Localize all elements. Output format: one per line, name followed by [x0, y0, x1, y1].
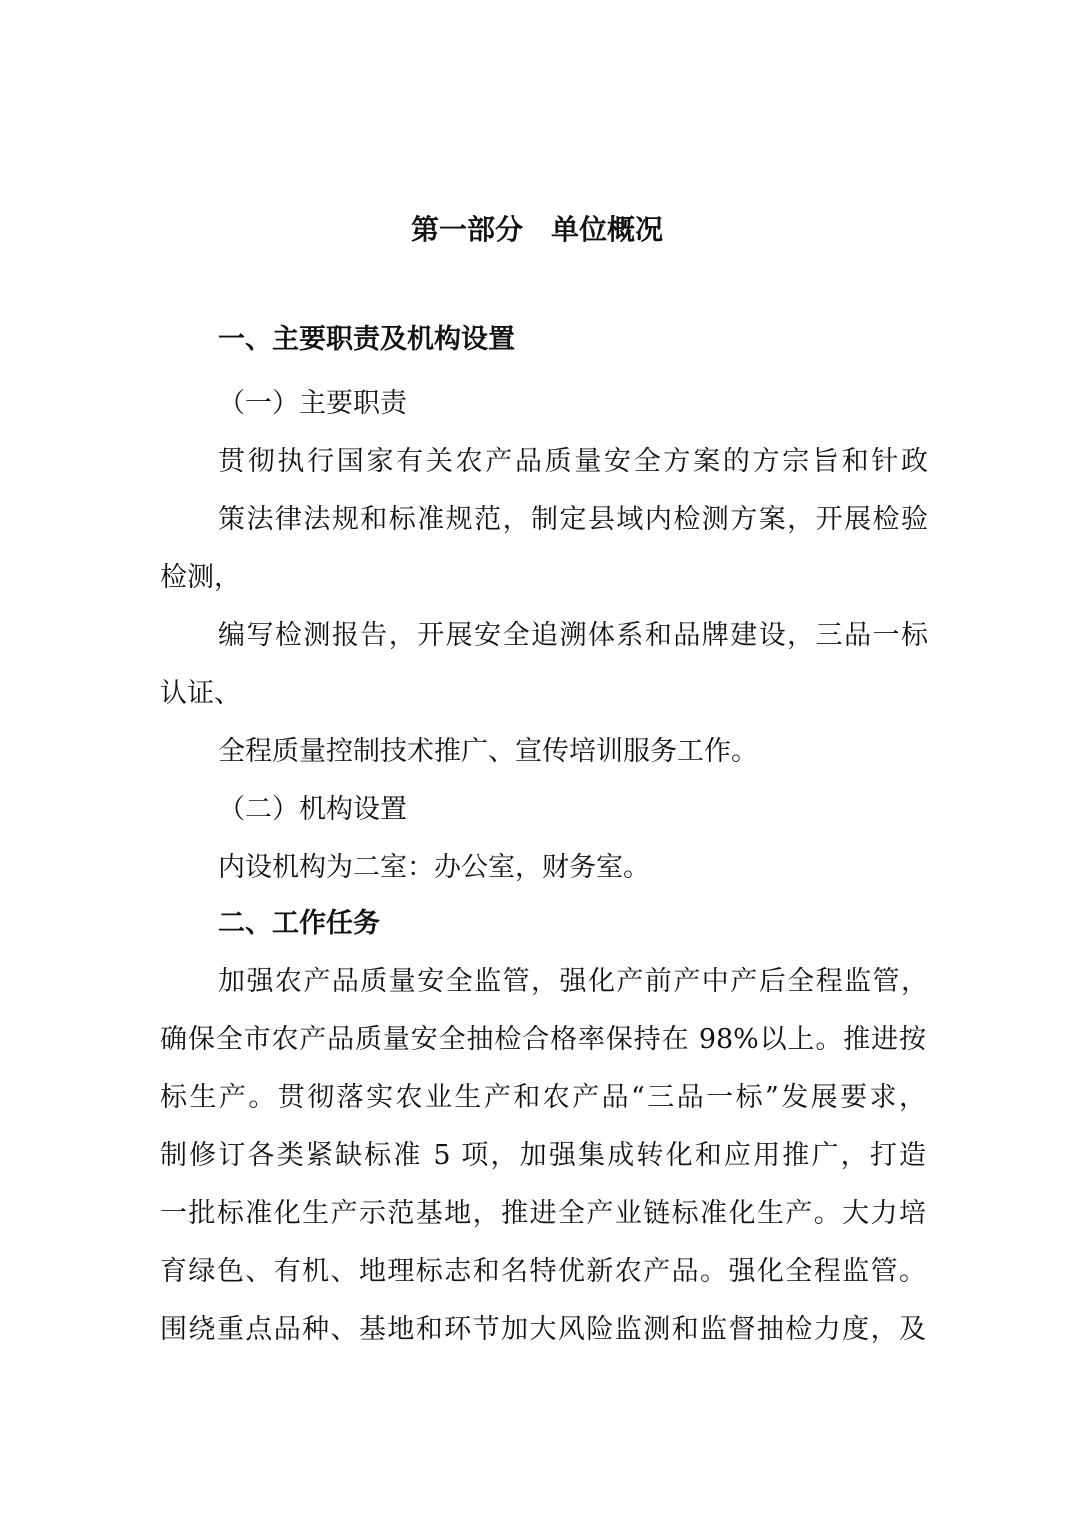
- duty-line: 贯彻执行国家有关农产品质量安全方案的方宗旨和针政: [218, 446, 928, 477]
- task-line: 加强农产品质量安全监管，强化产前产中产后全程监管，: [218, 966, 928, 997]
- duty-line: 策法律法规和标准规范，制定县域内检测方案，开展检验: [218, 504, 928, 535]
- section-heading-work-tasks: 二、工作任务: [218, 908, 380, 939]
- task-line: 育绿色、有机、地理标志和名特优新农产品。强化全程监管。: [160, 1256, 926, 1287]
- duty-line: 编写检测报告，开展安全追溯体系和品牌建设，三品一标: [218, 620, 928, 651]
- task-line: 一批标准化生产示范基地，推进全产业链标准化生产。大力培: [160, 1198, 926, 1229]
- task-line: 标生产。贯彻落实农业生产和农产品“三品一标”发展要求，: [160, 1082, 926, 1113]
- duty-line: 认证、: [160, 678, 241, 709]
- subsection-heading-org-structure: （二）机构设置: [218, 794, 407, 825]
- task-line: 确保全市农产品质量安全抽检合格率保持在 98%以上。推进按: [160, 1024, 926, 1055]
- subsection-heading-main-duties: （一）主要职责: [218, 388, 407, 419]
- duty-line: 全程质量控制技术推广、宣传培训服务工作。: [218, 736, 758, 767]
- org-structure-text: 内设机构为二室：办公室，财务室。: [218, 852, 650, 883]
- section-heading-duties-structure: 一、主要职责及机构设置: [218, 324, 515, 355]
- task-line: 制修订各类紧缺标准 5 项，加强集成转化和应用推广，打造: [160, 1140, 926, 1171]
- task-line: 围绕重点品种、基地和环节加大风险监测和监督抽检力度，及: [160, 1314, 926, 1345]
- duty-line: 检测，: [160, 562, 241, 593]
- page-title: 第一部分 单位概况: [410, 213, 663, 246]
